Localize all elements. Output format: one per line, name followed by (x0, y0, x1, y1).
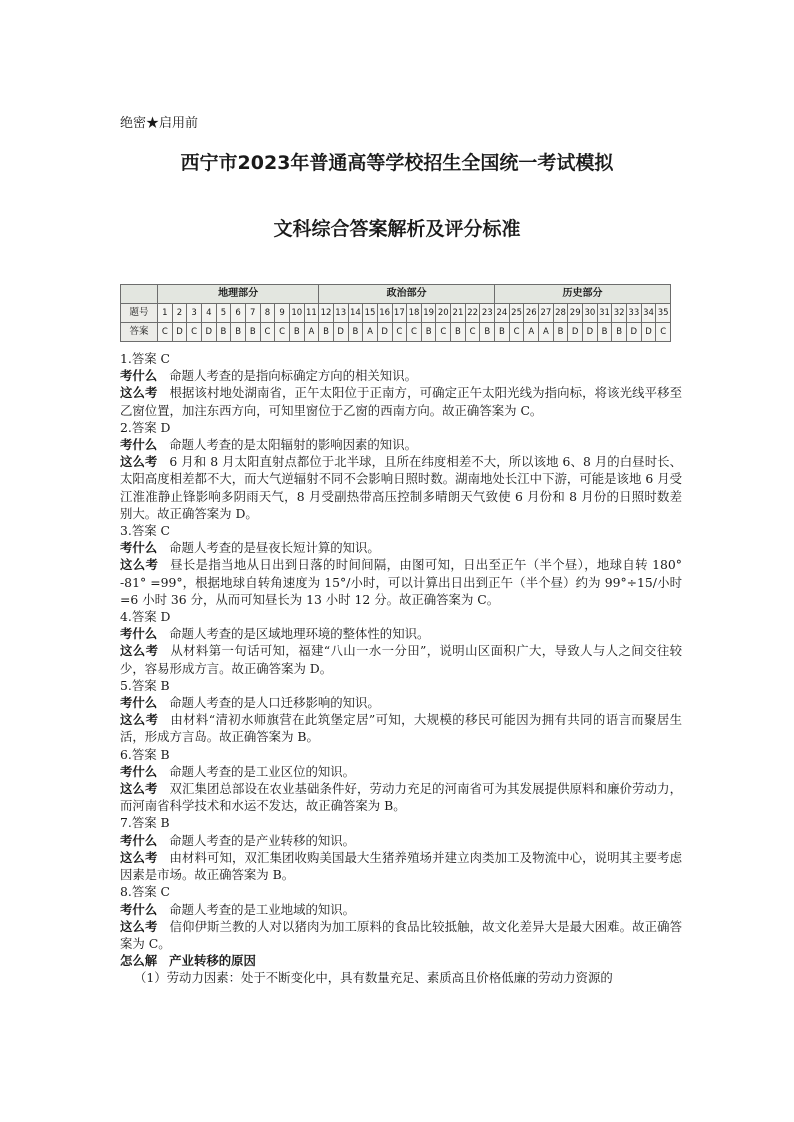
what-line (120, 625, 682, 642)
confidential-mark: 绝密★启用前 (120, 116, 199, 131)
what-label: 考什么 (120, 626, 158, 642)
question-number-cell: 23 (480, 304, 495, 323)
question-number-cell: 21 (451, 304, 466, 323)
what-text: 命题人考查的是指向标确定方向的相关知识。 (169, 368, 417, 384)
answer-cell: D (583, 323, 598, 342)
question-number-cell: 19 (421, 304, 436, 323)
answer-cell: A (304, 323, 319, 342)
question-number-cell: 16 (377, 304, 392, 323)
question-number-cell: 14 (348, 304, 363, 323)
answer-cell: B (245, 323, 260, 342)
answer-cell: D (568, 323, 583, 342)
what-text: 命题人考查的是产业转移的知识。 (169, 832, 356, 848)
what-label: 考什么 (120, 763, 158, 779)
document-title: 西宁市2023年普通高等学校招生全国统一考试模拟 (180, 152, 614, 174)
how-text: 由材料可知，双汇集团收购美国最大生猪养殖场并建立肉类加工及物流中心，说明其主要考虑因素是市场。故正确答案为 B。 (120, 849, 683, 883)
how-line (120, 384, 682, 418)
question-number-cell: 1 (158, 304, 173, 323)
how-line (120, 849, 682, 883)
how-text: 信仰伊斯兰教的人对以猪肉为加工原料的食品比较抵触，故文化差异大是最大困难。故正确答案为 C。 (120, 918, 683, 951)
question-number-cell: 8 (260, 304, 275, 323)
answer-cell: B (231, 323, 246, 342)
answer-cell: A (539, 323, 554, 342)
question-number-cell: 25 (509, 304, 524, 323)
what-text: 命题人考查的是工业区位的知识。 (169, 763, 356, 779)
question-number-cell: 22 (465, 304, 480, 323)
solve-label: 怎么解 (120, 953, 158, 969)
answer-cell: B (495, 323, 510, 342)
what-line (120, 436, 682, 453)
how-line (120, 556, 682, 608)
answer-line: 2.答案 D (120, 419, 171, 435)
answer-cell: C (436, 323, 451, 342)
what-line (120, 901, 682, 918)
question-number-cell: 20 (436, 304, 451, 323)
explanations (120, 350, 682, 987)
what-line (120, 763, 682, 780)
how-text: 由材料“清初水师旗营在此筑堡定居”可知，大规模的移民可能因为拥有共同的语言而聚居生活，形成方言岛。故正确答案为 B。 (120, 712, 683, 745)
answer-line: 1.答案 C (120, 351, 171, 366)
what-label: 考什么 (120, 695, 158, 711)
answer-cell: C (656, 323, 671, 342)
row-label-number: 题号 (121, 304, 158, 323)
what-text: 命题人考查的是太阳辐射的影响因素的知识。 (169, 437, 417, 453)
document-subtitle: 文科综合答案解析及评分标准 (273, 218, 521, 240)
answer-cell: C (509, 323, 524, 342)
what-label: 考什么 (120, 368, 158, 384)
solve-heading: 产业转移的原因 (169, 953, 256, 969)
how-label: 这么考 (120, 918, 158, 934)
how-label: 这么考 (120, 849, 158, 865)
question-number-cell: 5 (216, 304, 231, 323)
answer-cell: A (524, 323, 539, 342)
answer-cell: D (627, 323, 642, 342)
how-label: 这么考 (120, 385, 158, 401)
answer-cell: B (553, 323, 568, 342)
how-label: 这么考 (120, 643, 159, 659)
what-line (120, 539, 682, 556)
answer-cell: C (465, 323, 480, 342)
how-label: 这么考 (120, 454, 158, 470)
answer-row (121, 323, 671, 342)
question-number-cell: 28 (553, 304, 568, 323)
how-label: 这么考 (120, 712, 159, 728)
question-number-cell: 17 (392, 304, 407, 323)
answer-cell: C (392, 323, 407, 342)
how-line (120, 780, 682, 814)
section-history: 历史部分 (495, 285, 671, 304)
answer-cell: D (201, 323, 216, 342)
answer-cell: B (348, 323, 363, 342)
what-text: 命题人考查的是工业地域的知识。 (169, 901, 356, 917)
answer-line: 6.答案 B (120, 746, 170, 762)
what-text: 命题人考查的是区域地理环境的整体性的知识。 (169, 626, 430, 642)
question-number-cell: 9 (275, 304, 290, 323)
section-politics: 政治部分 (319, 285, 495, 304)
answer-cell: B (480, 323, 495, 342)
what-label: 考什么 (120, 437, 158, 453)
answer-cell: B (289, 323, 304, 342)
question-number-cell: 15 (363, 304, 378, 323)
question-number-cell: 24 (495, 304, 510, 323)
what-line (120, 367, 682, 384)
question-number-cell: 12 (319, 304, 334, 323)
answer-cell: C (275, 323, 290, 342)
question-number-cell: 29 (568, 304, 583, 323)
what-label: 考什么 (120, 540, 158, 556)
question-number-cell: 7 (245, 304, 260, 323)
question-number-cell: 31 (597, 304, 612, 323)
question-number-cell: 2 (172, 304, 187, 323)
how-text: 双汇集团总部设在农业基础条件好，劳动力充足的河南省可为其发展提供原料和廉价劳动力，而河南省科学技术和水运不发达，故正确答案为 B。 (120, 781, 683, 814)
answer-line: 7.答案 B (120, 815, 170, 831)
answer-cell: D (333, 323, 348, 342)
how-text: 从材料第一句话可知，福建“八山一水一分田”，说明山区面积广大，导致人与人之间交往较少，容易形成方言。故正确答案为 D。 (120, 643, 683, 676)
question-number-cell: 6 (231, 304, 246, 323)
answer-cell: B (612, 323, 627, 342)
corner-cell (121, 285, 158, 304)
how-label: 这么考 (120, 557, 159, 573)
how-text: 6 月和 8 月太阳直射点都位于北半球，且所在纬度相差不大，所以该地 6、8 月的白昼时长、太阳高度相差都不大，而大气逆辐射不同不会影响日照时数。湖南地处长江中下游，可能是该地 6 月受江淮准静止锋影响多阴雨天气，8 月受副热带高压控制多晴朗天气致使 6 月份和 8 月份的日照时数差别大。故正确答案为 D。 (120, 454, 683, 521)
answer-cell: A (363, 323, 378, 342)
answer-cell: D (377, 323, 392, 342)
question-number-row (121, 304, 671, 323)
how-text: 昼长是指当地从日出到日落的时间间隔，由图可知，日出至正午（半个昼），地球自转 180° -81° =99°，根据地球自转角速度为 15°/小时，可以计算出日出到正午（半个昼）约为 99°÷15/小时=6 小时 36 分，从而可知昼长为 13 小时 12 分。故正确答案为 C。 (120, 557, 682, 607)
how-line (120, 711, 682, 745)
solve-line (120, 952, 682, 969)
what-label: 考什么 (120, 832, 158, 848)
question-number-cell: 11 (304, 304, 319, 323)
question-number-cell: 27 (539, 304, 554, 323)
answer-cell: B (597, 323, 612, 342)
answer-cell: B (216, 323, 231, 342)
question-number-cell: 3 (187, 304, 202, 323)
section-geography: 地理部分 (158, 285, 319, 304)
what-line (120, 694, 682, 711)
answer-cell: D (641, 323, 656, 342)
question-number-cell: 32 (612, 304, 627, 323)
question-number-cell: 26 (524, 304, 539, 323)
how-label: 这么考 (120, 781, 158, 797)
answer-cell: B (421, 323, 436, 342)
question-number-cell: 35 (656, 304, 671, 323)
how-line (120, 918, 682, 952)
answer-cell: C (407, 323, 422, 342)
how-line (120, 453, 682, 522)
solve-item: （1）劳动力因素：处于不断变化中，具有数量充足、素质高且价格低廉的劳动力资源的 (134, 970, 613, 986)
answer-cell: D (172, 323, 187, 342)
how-text: 根据该村地处湖南省，正午太阳位于正南方，可确定正午太阳光线为指向标，将该光线平移至乙窗位置，加注东西方向，可知里窗位于乙窗的西南方向。故正确答案为 C。 (120, 385, 683, 418)
how-line (120, 642, 682, 676)
answer-cell: C (187, 323, 202, 342)
what-text: 命题人考查的是昼夜长短计算的知识。 (169, 540, 380, 556)
section-header-row (121, 285, 671, 304)
answer-line: 4.答案 D (120, 609, 171, 625)
question-number-cell: 4 (201, 304, 216, 323)
row-label-answer: 答案 (121, 323, 158, 342)
answer-line: 3.答案 C (120, 523, 171, 539)
answer-line: 8.答案 C (120, 884, 171, 900)
answer-cell: C (158, 323, 173, 342)
answer-key-table (120, 284, 671, 342)
answer-cell: B (451, 323, 466, 342)
question-number-cell: 10 (289, 304, 304, 323)
question-number-cell: 18 (407, 304, 422, 323)
question-number-cell: 34 (641, 304, 656, 323)
answer-cell: B (319, 323, 334, 342)
answer-line: 5.答案 B (120, 677, 170, 693)
answer-cell: C (260, 323, 275, 342)
question-number-cell: 13 (333, 304, 348, 323)
what-line (120, 832, 682, 849)
what-label: 考什么 (120, 901, 158, 917)
question-number-cell: 33 (627, 304, 642, 323)
what-text: 命题人考查的是人口迁移影响的知识。 (169, 695, 380, 711)
question-number-cell: 30 (583, 304, 598, 323)
